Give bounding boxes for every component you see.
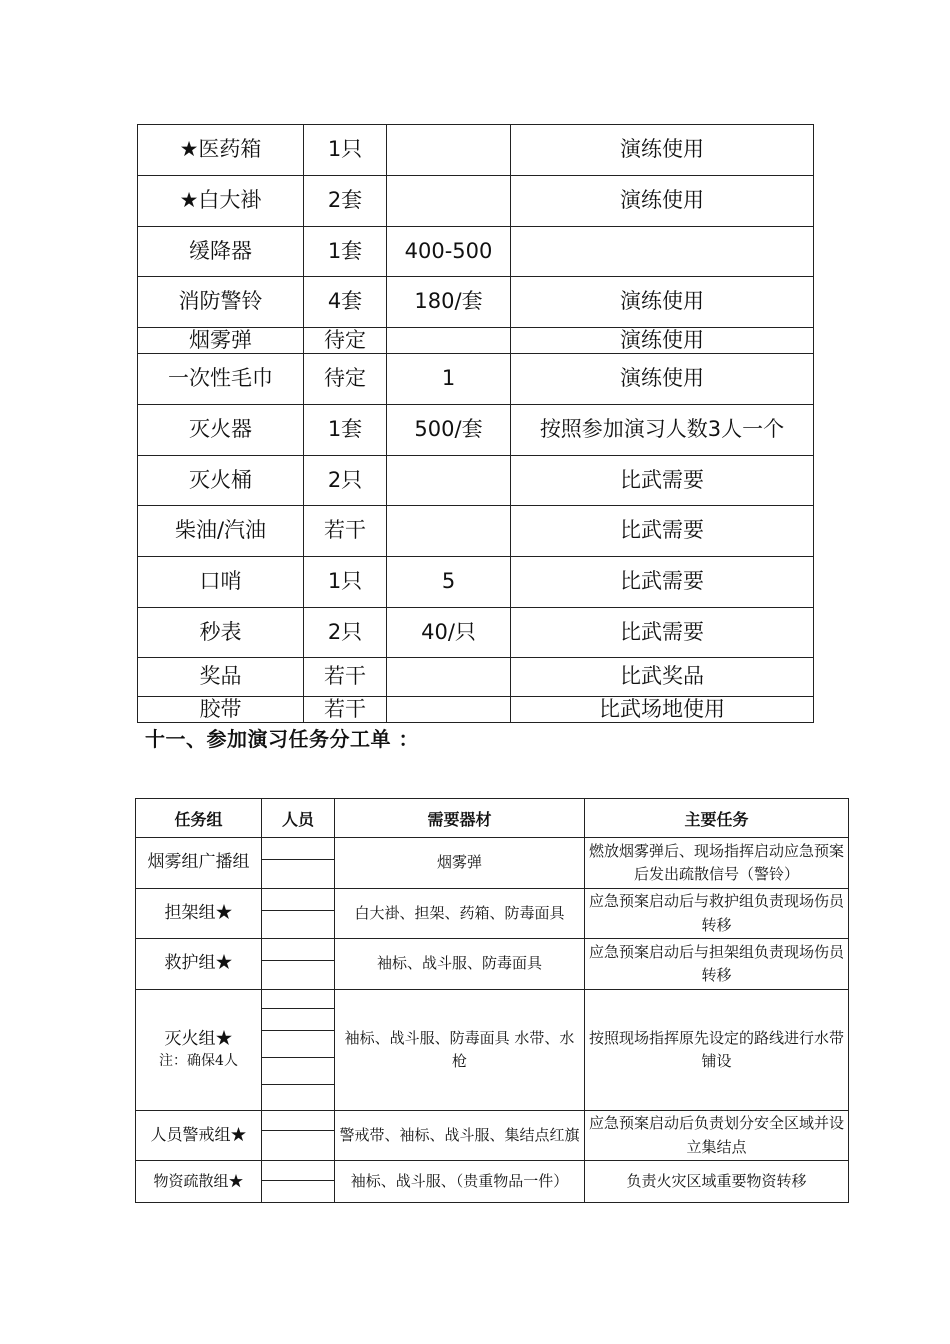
staff-slot — [262, 1031, 334, 1058]
staff-slot — [262, 1161, 334, 1181]
price-cell — [387, 456, 511, 506]
item-cell: ★白大褂 — [138, 176, 304, 227]
item-cell: 烟雾弹 — [138, 328, 304, 354]
remark-cell: 比武需要 — [511, 608, 814, 658]
remark-cell: 演练使用 — [511, 176, 814, 227]
task-cell: 按照现场指挥原先设定的路线进行水带铺设 — [585, 990, 849, 1111]
price-cell — [387, 328, 511, 354]
price-cell: 1 — [387, 354, 511, 405]
table-row — [136, 1161, 849, 1203]
remark-cell: 演练使用 — [511, 354, 814, 405]
staff-cell — [262, 939, 335, 990]
header-staff: 人员 — [262, 799, 335, 838]
staff-slot — [262, 1009, 334, 1031]
group-name: 烟雾组广播组 — [147, 852, 250, 873]
staff-slot — [262, 838, 334, 860]
remark-cell: 按照参加演习人数3人一个 — [511, 405, 814, 456]
group-name: 灭火组★ — [164, 1029, 233, 1050]
task-cell: 应急预案启动后负责划分安全区域并设立集结点 — [585, 1111, 849, 1161]
header-equipment: 需要器材 — [335, 799, 585, 838]
equipment-cell: 白大褂、担架、药箱、防毒面具 — [335, 889, 585, 939]
remark-cell: 比武场地使用 — [511, 697, 814, 723]
remark-cell: 比武奖品 — [511, 658, 814, 697]
item-cell: 消防警铃 — [138, 277, 304, 328]
staff-cell — [262, 990, 335, 1111]
staff-cell — [262, 838, 335, 889]
table-row — [138, 354, 814, 405]
staff-slot — [262, 1058, 334, 1085]
price-cell: 180/套 — [387, 277, 511, 328]
group-cell — [136, 1161, 262, 1203]
table-row — [138, 328, 814, 354]
item-cell: 一次性毛巾 — [138, 354, 304, 405]
group-name: 担架组★ — [164, 902, 233, 923]
item-cell: 灭火器 — [138, 405, 304, 456]
price-cell — [387, 697, 511, 723]
qty-cell: 2套 — [304, 176, 387, 227]
table-row — [136, 838, 849, 889]
staff-slot — [262, 1111, 334, 1131]
header-group: 任务组 — [136, 799, 262, 838]
item-cell: 柴油/汽油 — [138, 506, 304, 557]
table-row — [138, 608, 814, 658]
group-cell — [136, 939, 262, 990]
qty-cell: 若干 — [304, 658, 387, 697]
group-cell — [136, 1111, 262, 1161]
staff-cell — [262, 1111, 335, 1161]
group-name: 人员警戒组★ — [150, 1124, 247, 1144]
price-cell — [387, 658, 511, 697]
remark-cell: 比武需要 — [511, 557, 814, 608]
group-cell — [136, 838, 262, 889]
group-cell — [136, 990, 262, 1111]
qty-cell: 待定 — [304, 328, 387, 354]
price-cell — [387, 125, 511, 176]
qty-cell: 若干 — [304, 506, 387, 557]
remark-cell: 演练使用 — [511, 277, 814, 328]
price-cell: 5 — [387, 557, 511, 608]
equipment-cell: 袖标、战斗服、防毒面具 水带、水枪 — [335, 990, 585, 1111]
item-cell: 胶带 — [138, 697, 304, 723]
task-assignment-table — [135, 798, 849, 1203]
table-row — [136, 990, 849, 1111]
section-heading: 十一、参加演习任务分工单 ： — [145, 727, 419, 751]
task-cell: 负责火灾区域重要物资转移 — [585, 1161, 849, 1203]
remark-cell: 比武需要 — [511, 506, 814, 557]
table-row — [138, 176, 814, 227]
price-cell — [387, 506, 511, 557]
remark-cell: 演练使用 — [511, 328, 814, 354]
table-row — [138, 456, 814, 506]
table-row — [138, 405, 814, 456]
group-name: 物资疏散组★ — [153, 1171, 244, 1190]
price-cell: 40/只 — [387, 608, 511, 658]
task-cell: 燃放烟雾弹后、现场指挥启动应急预案后发出疏散信号（警铃） — [585, 838, 849, 889]
staff-cell — [262, 1161, 335, 1203]
equipment-cell: 警戒带、袖标、战斗服、集结点红旗 — [335, 1111, 585, 1161]
qty-cell: 4套 — [304, 277, 387, 328]
remark-cell: 比武需要 — [511, 456, 814, 506]
qty-cell: 若干 — [304, 697, 387, 723]
equipment-cell: 袖标、战斗服、（贵重物品一件） — [335, 1161, 585, 1203]
qty-cell: 1套 — [304, 227, 387, 277]
equipment-cell: 烟雾弹 — [335, 838, 585, 889]
table-row — [138, 697, 814, 723]
remark-cell — [511, 227, 814, 277]
item-cell: 口哨 — [138, 557, 304, 608]
staff-slot — [262, 889, 334, 911]
remark-cell: 演练使用 — [511, 125, 814, 176]
group-note: 注：确保4人 — [159, 1053, 238, 1070]
table-row — [138, 557, 814, 608]
qty-cell: 2只 — [304, 456, 387, 506]
price-cell: 400-500 — [387, 227, 511, 277]
header-task: 主要任务 — [585, 799, 849, 838]
table-row — [136, 889, 849, 939]
item-cell: 缓降器 — [138, 227, 304, 277]
qty-cell: 待定 — [304, 354, 387, 405]
item-cell: 秒表 — [138, 608, 304, 658]
group-name: 救护组★ — [164, 953, 233, 974]
staff-slot — [262, 990, 334, 1009]
table-row — [136, 939, 849, 990]
group-cell — [136, 889, 262, 939]
qty-cell: 2只 — [304, 608, 387, 658]
table-row — [138, 277, 814, 328]
equipment-cell: 袖标、战斗服、防毒面具 — [335, 939, 585, 990]
staff-cell — [262, 889, 335, 939]
task-cell: 应急预案启动后与担架组负责现场伤员转移 — [585, 939, 849, 990]
table-row — [138, 227, 814, 277]
table-header-row — [136, 799, 849, 838]
price-cell — [387, 176, 511, 227]
equipment-table — [137, 124, 814, 723]
staff-slot — [262, 939, 334, 961]
task-cell: 应急预案启动后与救护组负责现场伤员转移 — [585, 889, 849, 939]
qty-cell: 1只 — [304, 557, 387, 608]
table-row — [138, 125, 814, 176]
table-row — [138, 658, 814, 697]
price-cell: 500/套 — [387, 405, 511, 456]
item-cell: 灭火桶 — [138, 456, 304, 506]
item-cell: 奖品 — [138, 658, 304, 697]
qty-cell: 1只 — [304, 125, 387, 176]
item-cell: ★医药箱 — [138, 125, 304, 176]
table-row — [136, 1111, 849, 1161]
qty-cell: 1套 — [304, 405, 387, 456]
table-row — [138, 506, 814, 557]
